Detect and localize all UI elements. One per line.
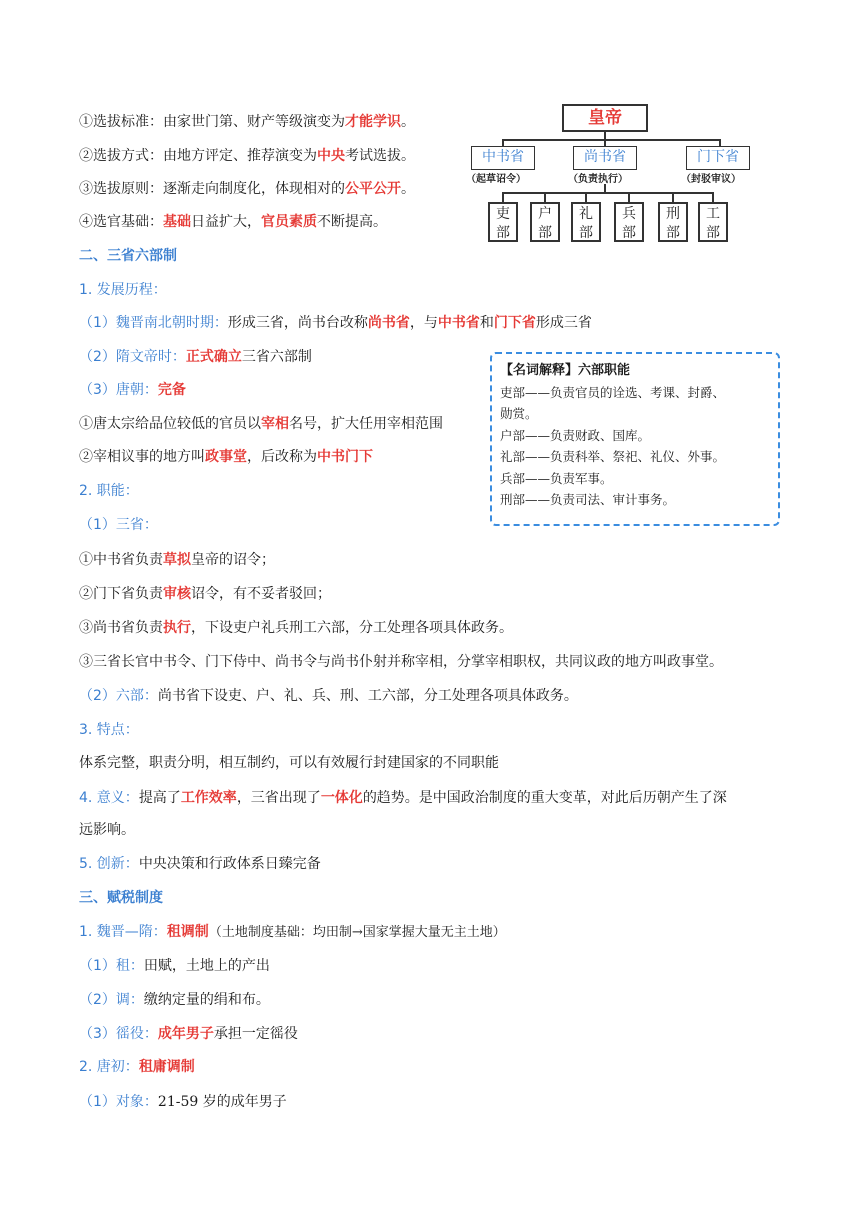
definition-box bbox=[490, 352, 780, 526]
label: （1）魏晋南北朝时期： bbox=[79, 315, 228, 331]
text: 。 bbox=[401, 114, 415, 130]
subsection-heading: 2. 职能： bbox=[79, 483, 139, 499]
label: ③选拔原则： bbox=[79, 181, 163, 197]
dept-label: 兵 部 bbox=[622, 206, 636, 241]
label: 2. 唐初： bbox=[79, 1059, 139, 1075]
dept-label: 户 部 bbox=[538, 206, 552, 241]
highlight: 尚书省 bbox=[367, 315, 410, 331]
definition-line: 吏部——负责官员的诠选、考课、封爵、 bbox=[500, 384, 726, 400]
subsection-heading: 1. 发展历程： bbox=[79, 282, 167, 298]
tax-item-2 bbox=[79, 990, 270, 1010]
highlight: 中书门下 bbox=[317, 449, 373, 465]
label: （2）调： bbox=[79, 992, 144, 1008]
section-heading: 二、三省六部制 bbox=[79, 248, 177, 264]
label: 5. 创新： bbox=[79, 856, 139, 872]
menxia-note: （封驳审议） bbox=[681, 174, 741, 185]
dept-xing-box bbox=[658, 202, 688, 242]
highlight: 草拟 bbox=[163, 552, 191, 568]
text: 考试选拔。 bbox=[345, 148, 415, 164]
features-text: 体系完整，职责分明，相互制约，可以有效履行封建国家的不同职能 bbox=[79, 755, 499, 771]
label: （2）六部： bbox=[79, 688, 158, 704]
dev-period-1 bbox=[79, 313, 592, 333]
highlight: 完备 bbox=[157, 382, 186, 398]
highlight: 成年男子 bbox=[157, 1026, 214, 1042]
text: ②门下省负责 bbox=[79, 586, 163, 602]
label: 1. 魏晋—隋： bbox=[79, 924, 167, 940]
dev-period-2 bbox=[79, 347, 312, 367]
text: ，与 bbox=[409, 315, 438, 331]
dept-li2-box bbox=[571, 202, 601, 242]
text: 和 bbox=[479, 315, 494, 331]
text: 不断提高。 bbox=[317, 214, 387, 230]
label: ①选拔标准： bbox=[79, 114, 163, 130]
highlight: 执行 bbox=[163, 620, 191, 636]
section-heading: 三、赋税制度 bbox=[79, 890, 163, 906]
emperor-box: 皇帝 bbox=[562, 104, 648, 132]
highlight: 中书省 bbox=[437, 315, 480, 331]
definition-line: 兵部——负责军事。 bbox=[500, 470, 613, 486]
tax-item-1 bbox=[79, 956, 270, 976]
text: 日益扩大， bbox=[191, 214, 261, 230]
significance-cont: 远影响。 bbox=[79, 822, 135, 838]
three-departments-org-chart bbox=[468, 104, 758, 244]
tax-period-1 bbox=[79, 922, 506, 943]
function-3 bbox=[79, 618, 513, 638]
text: 由家世门第、财产等级演变为 bbox=[163, 114, 345, 130]
selection-basis bbox=[79, 212, 387, 232]
text: 三省六部制 bbox=[241, 349, 312, 365]
label: 4. 意义： bbox=[79, 790, 139, 806]
text: ，三省出现了 bbox=[236, 790, 321, 806]
text: 诏令，有不妥者驳回； bbox=[191, 586, 331, 602]
dept-label: 吏 部 bbox=[496, 206, 510, 241]
function-2 bbox=[79, 584, 331, 604]
text: ，后改称为 bbox=[247, 449, 317, 465]
definition-title: 【名词解释】六部职能 bbox=[500, 363, 631, 378]
tax-item-3 bbox=[79, 1024, 298, 1044]
text: 的趋势。是中国政治制度的重大变革，对此后历朝产生了深 bbox=[362, 790, 727, 806]
text: ②宰相议事的地方叫 bbox=[79, 449, 205, 465]
highlight: 租调制 bbox=[166, 924, 209, 940]
text: 由地方评定、推荐演变为 bbox=[163, 148, 317, 164]
dept-label: 工 部 bbox=[706, 206, 720, 241]
highlight: 工作效率 bbox=[180, 790, 237, 806]
highlight: 政事堂 bbox=[205, 449, 247, 465]
label: （1）租： bbox=[79, 958, 144, 974]
menxia-province-box: 门下省 bbox=[686, 146, 750, 170]
shangshu-note: （负责执行） bbox=[568, 174, 628, 185]
highlight: 官员素质 bbox=[261, 214, 317, 230]
tang-point-1 bbox=[79, 414, 443, 434]
text: 承担一定徭役 bbox=[213, 1026, 298, 1042]
text: 21-59 岁的成年男子 bbox=[157, 1094, 287, 1110]
function-4: ③三省长官中书令、门下侍中、尚书令与尚书仆射并称宰相，分掌宰相职权，共同议政的地方叫政事堂。 bbox=[79, 654, 723, 670]
text: 中央决策和行政体系日臻完备 bbox=[138, 856, 321, 872]
text: 形成三省，尚书台改称 bbox=[227, 315, 368, 331]
label: （3）唐朝： bbox=[79, 382, 158, 398]
text: ③尚书省负责 bbox=[79, 620, 163, 636]
highlight: 一体化 bbox=[320, 790, 363, 806]
dept-label: 刑 部 bbox=[666, 206, 680, 241]
dept-label: 礼 部 bbox=[579, 206, 593, 241]
zhongshu-note: （起草诏令） bbox=[466, 174, 526, 185]
text: 尚书省下设吏、户、礼、兵、刑、工六部，分工处理各项具体政务。 bbox=[157, 688, 578, 704]
highlight: 公平公开 bbox=[345, 181, 401, 197]
sub-label: （1）三省： bbox=[79, 517, 158, 533]
label: （1）对象： bbox=[79, 1094, 158, 1110]
innovation bbox=[79, 854, 321, 874]
selection-method bbox=[79, 146, 415, 166]
label: （3）徭役： bbox=[79, 1026, 158, 1042]
text: 逐渐走向制度化，体现相对的 bbox=[163, 181, 345, 197]
shangshu-province-box: 尚书省 bbox=[573, 146, 637, 170]
text: ①唐太宗给品位较低的官员以 bbox=[79, 416, 261, 432]
text: ①中书省负责 bbox=[79, 552, 163, 568]
highlight: 门下省 bbox=[493, 315, 536, 331]
highlight: 基础 bbox=[163, 214, 191, 230]
highlight: 中央 bbox=[317, 148, 345, 164]
selection-principle bbox=[79, 179, 415, 199]
text: 提高了 bbox=[138, 790, 181, 806]
definition-line: 勋赏。 bbox=[500, 406, 538, 421]
zhongshu-province-box: 中书省 bbox=[471, 146, 535, 170]
text: （土地制度基础：均田制→国家掌握大量无主土地） bbox=[208, 925, 506, 940]
definition-line: 礼部——负责科举、祭祀、礼仪、外事。 bbox=[500, 449, 726, 464]
dept-bing-box bbox=[614, 202, 644, 242]
tang-point-2 bbox=[79, 447, 373, 467]
text: 缴纳定量的绢和布。 bbox=[143, 992, 270, 1008]
highlight: 才能学识 bbox=[345, 114, 401, 130]
significance bbox=[79, 788, 727, 808]
highlight: 宰相 bbox=[261, 416, 289, 432]
definition-line: 户部——负责财政、国库。 bbox=[500, 427, 651, 443]
text: ，下设吏户礼兵刑工六部，分工处理各项具体政务。 bbox=[191, 620, 513, 636]
selection-standard bbox=[79, 112, 415, 132]
subsection-heading: 3. 特点： bbox=[79, 722, 139, 738]
text: 名号，扩大任用宰相范围 bbox=[289, 416, 443, 432]
text: 皇帝的诏令； bbox=[191, 552, 275, 568]
highlight: 正式确立 bbox=[185, 349, 242, 365]
label: （2）隋文帝时： bbox=[79, 349, 186, 365]
function-1 bbox=[79, 550, 275, 570]
text: 田赋，土地上的产出 bbox=[143, 958, 270, 974]
dev-period-3 bbox=[79, 380, 186, 400]
dept-gong-box bbox=[698, 202, 728, 242]
dept-li-box bbox=[488, 202, 518, 242]
definition-line: 刑部——负责司法、审计事务。 bbox=[500, 492, 676, 507]
label: ④选官基础： bbox=[79, 214, 163, 230]
text: 。 bbox=[401, 181, 415, 197]
highlight: 租庸调制 bbox=[138, 1059, 195, 1075]
tax-period-2 bbox=[79, 1057, 195, 1077]
label: ②选拔方式： bbox=[79, 148, 163, 164]
tax-item-4 bbox=[79, 1092, 287, 1112]
function-six-ministries bbox=[79, 686, 578, 706]
highlight: 审核 bbox=[163, 586, 191, 602]
text: 形成三省 bbox=[535, 315, 592, 331]
dept-hu-box bbox=[530, 202, 560, 242]
